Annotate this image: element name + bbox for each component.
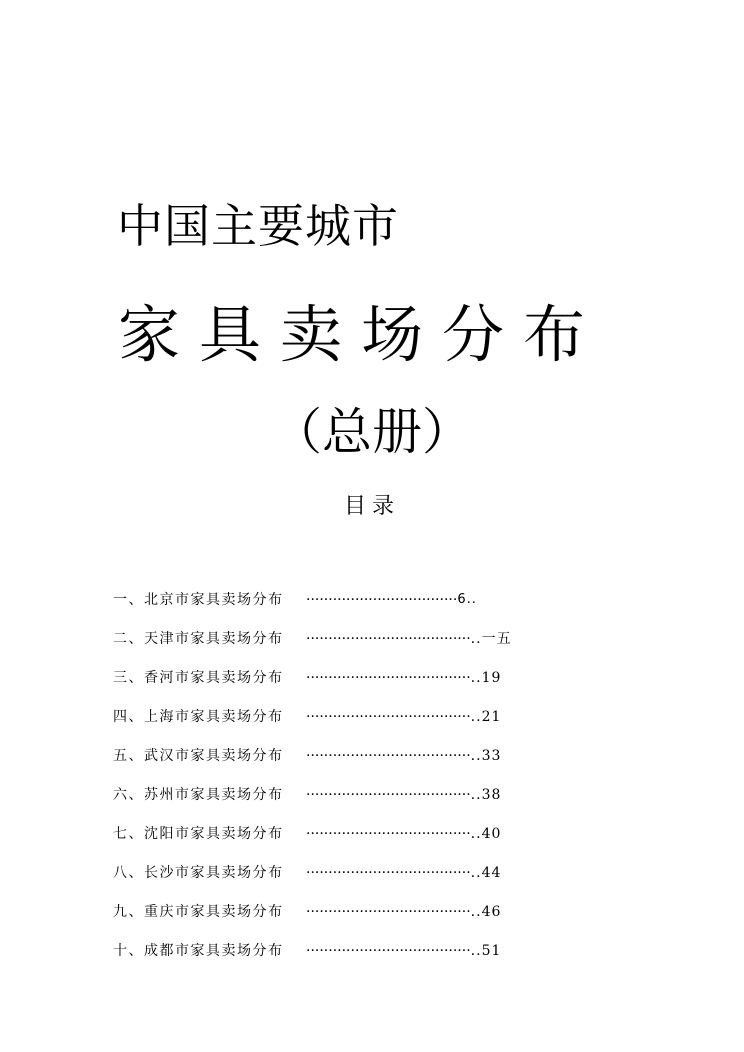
toc-entry-leader: ····································· [306,748,471,764]
toc-entry-label: 十、成都市家具卖场分布 [113,943,284,959]
toc-entry-page: ..21 [470,709,502,725]
toc-entry-leader: ····································· [306,943,471,959]
toc-entry-leader: ····································· [306,631,471,647]
toc-entry[interactable] [113,899,613,938]
toc-entry-page: ..44 [470,865,502,881]
toc-entry-label: 七、沈阳市家具卖场分布 [113,826,284,842]
toc-entry-label: 三、香河市家具卖场分布 [113,670,284,686]
toc-entry-label: 六、苏州市家具卖场分布 [113,787,284,803]
toc-entry-label: 八、长沙市家具卖场分布 [113,865,284,881]
toc-entry-label: 二、天津市家具卖场分布 [113,631,284,647]
toc-entry[interactable] [113,782,613,821]
toc-entry-page: ..33 [470,748,502,764]
toc-entry-leader: ····································· [306,865,471,881]
title-line-3: （总册） [272,403,472,461]
toc-entry-page: 6.. [457,592,477,607]
toc-entry-page: ..19 [470,670,502,686]
toc-entry-leader: ····································· [306,670,471,686]
toc-entry[interactable] [113,626,613,665]
toc-entry-label: 一、北京市家具卖场分布 [113,592,284,608]
toc-entry[interactable] [113,665,613,704]
toc-entry[interactable] [113,860,613,899]
toc-entry[interactable] [113,587,613,626]
toc-entry-page: ..38 [470,787,502,803]
toc-entry-label: 九、重庆市家具卖场分布 [113,904,284,920]
toc-entry[interactable] [113,704,613,743]
toc-heading: 目录 [343,494,400,519]
title-line-1: 中国主要城市 [117,199,399,253]
toc-entry[interactable] [113,938,613,977]
toc-entry-leader: ····································· [306,709,471,725]
toc-entry-leader: ····································· [306,826,471,842]
toc-entry[interactable] [113,743,613,782]
title-line-2: 家具卖场分布 [118,298,605,371]
toc-entry-label: 五、武汉市家具卖场分布 [113,748,284,764]
toc-entry-page: ..40 [470,826,502,842]
toc-entry[interactable] [113,821,613,860]
toc-entry-leader: ····································· [306,904,471,920]
toc-entry-leader: ····································· [306,787,471,803]
table-of-contents [113,587,613,977]
toc-entry-leader: ·································· [306,592,458,608]
toc-entry-label: 四、上海市家具卖场分布 [113,709,284,725]
toc-entry-page: ..46 [470,904,502,920]
toc-entry-page: ..一五 [470,631,512,647]
toc-entry-page: ..51 [470,943,502,959]
